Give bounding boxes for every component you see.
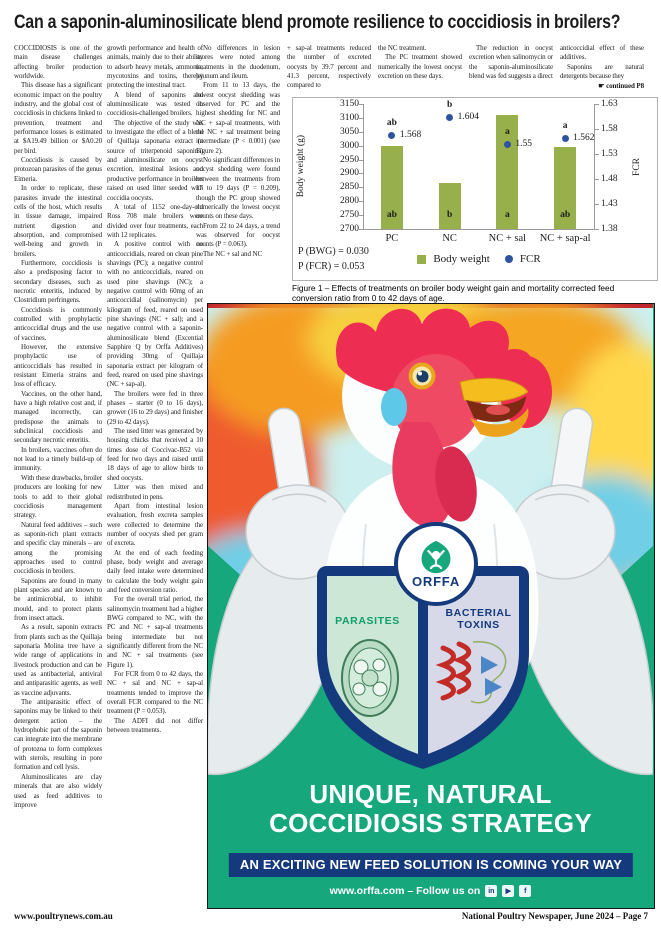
paragraph: Litter was then mixed and redistributed in pens.: [107, 483, 203, 501]
fcr-letter: a: [505, 127, 510, 137]
paragraph: Coccidiosis is commonly controlled with prophylactic anticoccidial drugs and the use of vaccines.: [14, 305, 102, 342]
left-tick-label: 2800: [340, 196, 359, 207]
p-values: [298, 244, 369, 274]
paragraph: As a result, saponin extracts from plants such as the Quillaja saponaria Molina tree have a wide range of applications in livestock production and can be used as antibacterial, antiviral and antiparasitic agents, as well as vaccine adjuvants.: [14, 623, 102, 697]
article-column-6: [469, 44, 553, 94]
fcr-dot: [388, 132, 395, 139]
legend-swatch-fcr: [505, 255, 513, 263]
article-column-5: [378, 44, 462, 94]
paragraph: The broilers were fed in three phases – starter (0 to 16 days), grower (16 to 29 days) and finisher (29 to 42 days).: [107, 389, 203, 426]
bar-letter: b: [446, 210, 453, 220]
article-column-1: [14, 44, 102, 908]
paragraph: Apart from intestinal lesion evaluation, fresh excreta samples were collected to determine the number of oocysts shed per gram of excreta.: [107, 501, 203, 548]
ad-headline: [208, 780, 653, 837]
tick-mark: [595, 129, 599, 130]
fcr-letter: ab: [386, 118, 397, 128]
category-label: NC + sap-al: [539, 233, 591, 244]
orffa-logo: [394, 522, 478, 606]
tick-mark: [359, 173, 363, 174]
facebook-icon[interactable]: f: [519, 885, 531, 897]
fcr-dot: [562, 135, 569, 142]
p-value-bwg: P (BWG) = 0.030: [298, 246, 369, 257]
fcr-dot: [504, 141, 511, 148]
tick-mark: [359, 187, 363, 188]
footer-left-url[interactable]: www.poultrynews.com.au: [14, 911, 113, 921]
tick-mark: [595, 229, 599, 230]
protein-toxin-icon: [433, 638, 513, 708]
paragraph: From 22 to 24 days, a trend was observed for oocyst counts (P = 0.063).: [196, 221, 280, 249]
paragraph: For the overall trial period, the salinomycin treatment had a higher BWG compared to NC, with the PC and NC + sap-al treatments being intermediate but not significantly different from the NC and NC + sal treatments (see Figure 1).: [107, 595, 203, 669]
tick-mark: [595, 154, 599, 155]
right-tick-label: 1.48: [601, 174, 618, 184]
figure1-caption: Figure 1 – Effects of treatments on broiler body weight gain and mortality corrected feed conversion ratio from 0 to 42 days of age.: [292, 283, 615, 303]
bar-letter: a: [505, 210, 510, 220]
legend-label-bodyweight: Body weight: [433, 253, 490, 265]
chart-legend: [363, 253, 595, 265]
paragraph: Saponins are found in many plant species and are known to be antimicrobial, to inhibit mould, and to protect plants from insect attack.: [14, 576, 102, 622]
left-tick-label: 2850: [340, 182, 359, 193]
paragraph: the NC treatment.: [378, 44, 427, 52]
footer-right-text: National Poultry Newspaper, June 2024 – Page 7: [461, 911, 648, 921]
left-axis-title: Body weight (g): [296, 135, 306, 198]
paragraph: Natural feed additives – such as saponin-rich plant extracts and specific clay minerals – are among the promising approaches used to control coccidiosis in broilers.: [14, 520, 102, 576]
fcr-letter: b: [446, 99, 453, 110]
tick-mark: [359, 118, 363, 119]
legend-label-fcr: FCR: [519, 253, 541, 265]
paragraph: No differences in lesion scores were noted among treatments in the duodenum, jejunum and ileum.: [196, 44, 280, 81]
fcr-letter: a: [562, 121, 568, 131]
paragraph: anticoccidial effect of these additives.: [560, 44, 644, 62]
paragraph: This disease has a significant economic impact on the poultry industry, and the global cost of coccidiosis in chickens linked to prevention, treatment and performance losses is estimated at $A19.49 billion or $A0.20 per bird.: [14, 81, 102, 155]
left-tick-label: 2750: [340, 210, 359, 221]
youtube-icon[interactable]: ▶: [502, 885, 514, 897]
paragraph: Vaccines, on the other hand, have a high relative cost and, if managed incorrectly, can predispose the animals to subclinical coccidiosis and secondary necrotic enteritis.: [14, 389, 102, 445]
tick-mark: [359, 215, 363, 216]
left-axis-line: [363, 104, 364, 230]
left-tick-label: 3150: [340, 99, 359, 109]
bacterial-toxins-label: BACTERIAL TOXINS: [445, 607, 512, 631]
fcr-value-label: 1.604: [457, 111, 479, 122]
fcr-value-label: 1.562: [573, 132, 595, 143]
column-7-text: [560, 44, 644, 81]
right-tick-label: 1.38: [601, 224, 618, 234]
page-title: [14, 11, 654, 37]
paragraph: The NC + sal and NC: [203, 249, 263, 258]
paragraph: In broilers, vaccines often do not lead to a timely build-up of immunity.: [14, 445, 102, 473]
right-tick-label: 1.58: [601, 124, 618, 134]
paragraph: A total of 1152 one-day-old Ross 708 male broilers were divided over four treatments, each with 12 replicates.: [107, 202, 203, 239]
right-tick-label: 1.43: [601, 199, 618, 209]
tick-mark: [359, 160, 363, 161]
category-label: NC + sal: [488, 233, 527, 244]
tick-mark: [595, 179, 599, 180]
left-tick-label: 3000: [340, 140, 359, 151]
paragraph: A blend of saponins and aluminosilicate was tested in coccidiosis-challenged broilers.: [107, 90, 203, 118]
left-tick-label: 2900: [340, 168, 359, 179]
article-column-4: [287, 44, 371, 94]
orffa-website-link[interactable]: www.orffa.com – Follow us on: [329, 885, 481, 897]
legend-swatch-bodyweight: [417, 255, 426, 264]
paragraph: However, the extensive prophylactic use of anticoccidials has resulted in resistant Eimeria strains and loss of efficacy.: [14, 343, 102, 389]
orffa-logo-icon: [419, 540, 453, 574]
paragraph: The PC treatment showed numerically the lowest oocyst excretion on these days.: [378, 53, 462, 81]
bottom-axis-line: [363, 229, 595, 230]
left-tick-label: 3100: [340, 112, 359, 123]
paragraph: The reduction in oocyst excretion when salinomycin or the saponin-aluminosilicate blend was fed suggests a direct: [469, 44, 553, 81]
ad-banner: AN EXCITING NEW FEED SOLUTION IS COMING YOUR WAY: [229, 853, 633, 877]
tick-mark: [359, 146, 363, 147]
linkedin-icon[interactable]: in: [485, 885, 497, 897]
parasite-icon: [339, 636, 401, 720]
category-label: PC: [385, 233, 399, 244]
tick-mark: [595, 104, 599, 105]
ad-headline-line1: UNIQUE, NATURAL: [309, 779, 552, 809]
tick-mark: [359, 132, 363, 133]
bar-letter: ab: [386, 210, 397, 220]
paragraph: From 11 to 13 days, the lowest oocyst shedding was observed for PC and the highest shedding for NC and NC + sap-al treatments, with the NC + sal treatment being intermediate (P < 0.001) (see Figure 2).: [196, 81, 280, 155]
tick-mark: [595, 204, 599, 205]
article-column-3: [196, 44, 280, 298]
p-value-fcr: P (FCR) = 0.053: [298, 261, 365, 272]
article-column-7: [560, 44, 644, 104]
article-column-2: [107, 44, 203, 908]
paragraph: The ADFI did not differ between treatments.: [107, 716, 203, 735]
paragraph: With these drawbacks, broiler producers are looking for new tools to add to their global coccidiosis management strategy.: [14, 473, 102, 520]
figure1-chart: [292, 97, 658, 281]
orffa-ad: [207, 303, 655, 909]
right-tick-label: 1.53: [601, 149, 618, 159]
tick-mark: [359, 229, 363, 230]
paragraph: Saponins are natural detergents because they: [560, 62, 644, 81]
bar-letter: ab: [560, 210, 571, 220]
continued-marker: ☛ continued P8: [598, 82, 644, 91]
paragraph: In order to replicate, these parasites invade the intestinal cells of the host, which results in tissue damage, impaired nutrient digestion and absorption, and compromised well-being and growth in broilers.: [14, 184, 102, 258]
category-label: NC: [442, 233, 457, 244]
paragraph: COCCIDIOSIS is one of the main disease challenges affecting broiler production worldwide.: [14, 44, 102, 81]
left-tick-label: 3050: [340, 126, 359, 137]
paragraph: Furthermore, coccidiosis is also a predisposing factor to secondary diseases, such as necrotic enteritis, induced by Clostridium perfringens.: [14, 258, 102, 305]
bodyweight-bar: [439, 183, 461, 229]
right-axis-line: [594, 104, 595, 230]
ad-website-row: [208, 885, 653, 897]
right-tick-label: 1.63: [601, 99, 618, 109]
paragraph: The used litter was generated by housing chicks that received a 10 times dose of Coccivac-B52 via feed for two days and raised until 18 days of age to allow birds to shed oocysts.: [107, 427, 203, 482]
left-tick-label: 2950: [340, 154, 359, 165]
paragraph: The objective of the study was to investigate the effect of a blend of Quillaja saponaria extract (a source of triterpenoid saponins) and aluminosilicate on oocyst excretion, intestinal lesions and productive performance in broilers raised on used litter seeded with coccidia oocysts.: [107, 118, 203, 202]
right-axis-title: FCR: [632, 157, 642, 176]
parasites-label: PARASITES: [335, 615, 400, 627]
headline-text: Can a saponin-aluminosilicate blend promote resilience to coccidiosis in broilers?: [14, 11, 621, 33]
fcr-dot: [446, 114, 453, 121]
paragraph: At the end of each feeding phase, body weight and average daily feed intake were determined to calculate the body weight gain and feed conversion ratio.: [107, 548, 203, 594]
paragraph: + sap-al treatments reduced the number of excreted oocysts by 39.7 percent and 41.3 percent, respectively compared to: [287, 44, 371, 90]
ad-headline-line2: COCCIDIOSIS STRATEGY: [269, 807, 592, 838]
tick-mark: [359, 104, 363, 105]
paragraph: For FCR from 0 to 42 days, the NC + sal and NC + sap-al treatments tended to improve the overall FCR compared to the NC treatment (P = 0.053).: [107, 670, 203, 716]
paragraph: growth performance and health of animals, mainly due to their ability to adsorb heavy metals, ammonia, mycotoxins and toxins, thereby protecting the intestinal tract.: [107, 44, 203, 90]
paragraph: The antiparasitic effect of saponins may be linked to their detergent action – the hydrophobic part of the saponin can integrate into the membrane of protozoa to form complexes with sterols, resulting in pore formation and cell lysis.: [14, 698, 102, 772]
tick-mark: [359, 201, 363, 202]
fcr-value-label: 1.55: [515, 138, 532, 149]
paragraph: Aluminosilicates are clay minerals that are also widely used as feed additives to improve: [14, 772, 102, 809]
orffa-brand-text: ORFFA: [411, 573, 461, 589]
fcr-value-label: 1.568: [399, 129, 422, 140]
paragraph: A positive control with no anticoccidials, reared on clean pine shavings (PC); a negative control with no anticoccidials, reared on used pine shavings (NC); a negative control with 60mg of an anticoccidial (salinomycin) per kilogram of feed, reared on used pine shavings (NC + sal); and a negative control with a saponin-aluminosilicate blend (Excential Sapphire Q by Orffa Additives) providing 30mg of Quillaja saponaria extract per kilogram of feed, reared on used pine shavings (NC + sap-al).: [107, 240, 203, 389]
paragraph: No significant differences in oocyst shedding were found between the treatments from 17 to 19 days (P = 0.209), though the PC group showed numerically the lowest oocyst counts on these days.: [196, 156, 280, 221]
paragraph: Coccidiosis is caused by protozoan parasites of the genus Eimeria.: [14, 156, 102, 183]
left-tick-label: 2700: [340, 224, 359, 234]
